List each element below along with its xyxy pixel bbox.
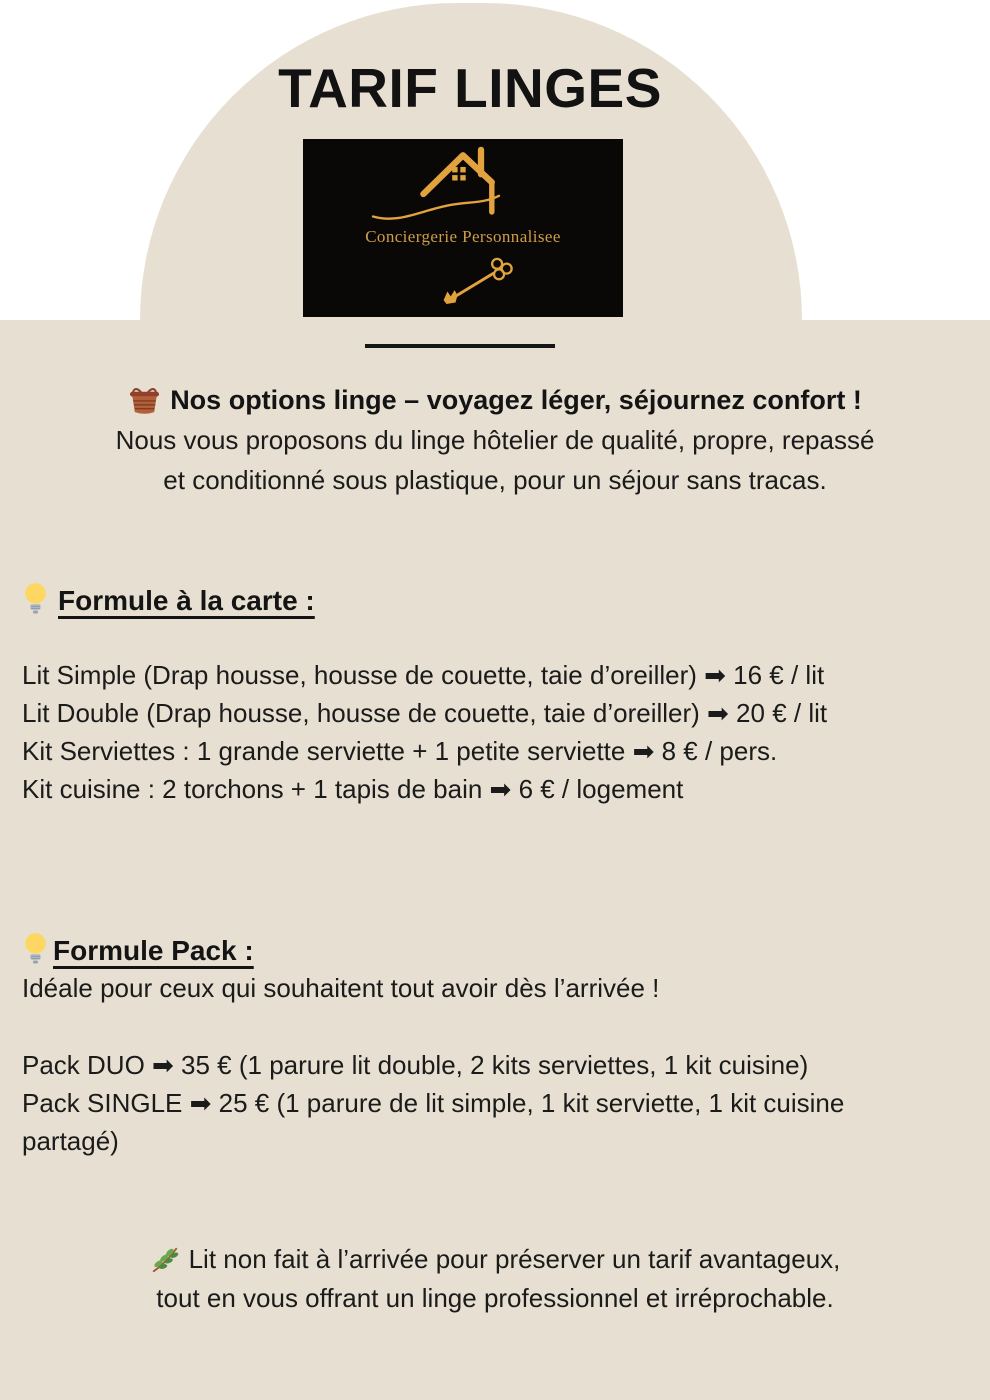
- logo-card: [303, 139, 623, 317]
- intro-text-line-2: et conditionné sous plastique, pour un séjour sans tracas.: [163, 465, 827, 495]
- brand-name: Conciergerie Personnalisee: [365, 227, 561, 246]
- lightbulb-icon: [22, 581, 49, 616]
- footer-note: [25, 1240, 965, 1318]
- divider-line: [365, 344, 555, 348]
- pack-list: [22, 1046, 930, 1160]
- carte-heading: [22, 581, 315, 617]
- intro-section: [25, 380, 965, 500]
- herb-icon: [150, 1244, 180, 1274]
- key-icon: [435, 253, 521, 311]
- page-title: TARIF LINGES: [278, 57, 662, 119]
- intro-text-line-1: Nous vous proposons du linge hôtelier de qualité, propre, repassé: [115, 425, 875, 455]
- footer-note-text-1: Lit non fait à l’arrivée pour préserver un tarif avantageux,: [188, 1244, 841, 1274]
- pack-item: Pack SINGLE ➡ 25 € (1 parure de lit simple, 1 kit serviette, 1 kit cuisine partagé): [22, 1088, 845, 1156]
- pack-heading-text: Formule Pack :: [53, 935, 254, 966]
- carte-item: Kit cuisine : 2 torchons + 1 tapis de bain ➡ 6 € / logement: [22, 774, 684, 804]
- footer-note-line-2: tout en vous offrant un linge professionnel et irréprochable.: [156, 1283, 834, 1313]
- lightbulb-icon: [22, 931, 49, 966]
- footer-note-line-1: [25, 1240, 965, 1279]
- intro-heading-text: Nos options linge – voyagez léger, séjournez confort !: [170, 385, 862, 415]
- pack-item: Pack DUO ➡ 35 € (1 parure lit double, 2 kits serviettes, 1 kit cuisine): [22, 1050, 809, 1080]
- pack-heading: [22, 931, 254, 967]
- carte-item: Kit Serviettes : 1 grande serviette + 1 petite serviette ➡ 8 € / pers.: [22, 736, 778, 766]
- carte-item: Lit Simple (Drap housse, housse de couette, taie d’oreiller) ➡ 16 € / lit: [22, 660, 825, 690]
- carte-item: Lit Double (Drap housse, housse de couette, taie d’oreiller) ➡ 20 € / lit: [22, 698, 828, 728]
- carte-list: [22, 656, 972, 808]
- intro-heading: [25, 380, 965, 420]
- carte-heading-text: Formule à la carte :: [58, 585, 315, 616]
- basket-icon: [128, 384, 161, 415]
- pack-tagline: Idéale pour ceux qui souhaitent tout avoir dès l’arrivée !: [22, 973, 660, 1003]
